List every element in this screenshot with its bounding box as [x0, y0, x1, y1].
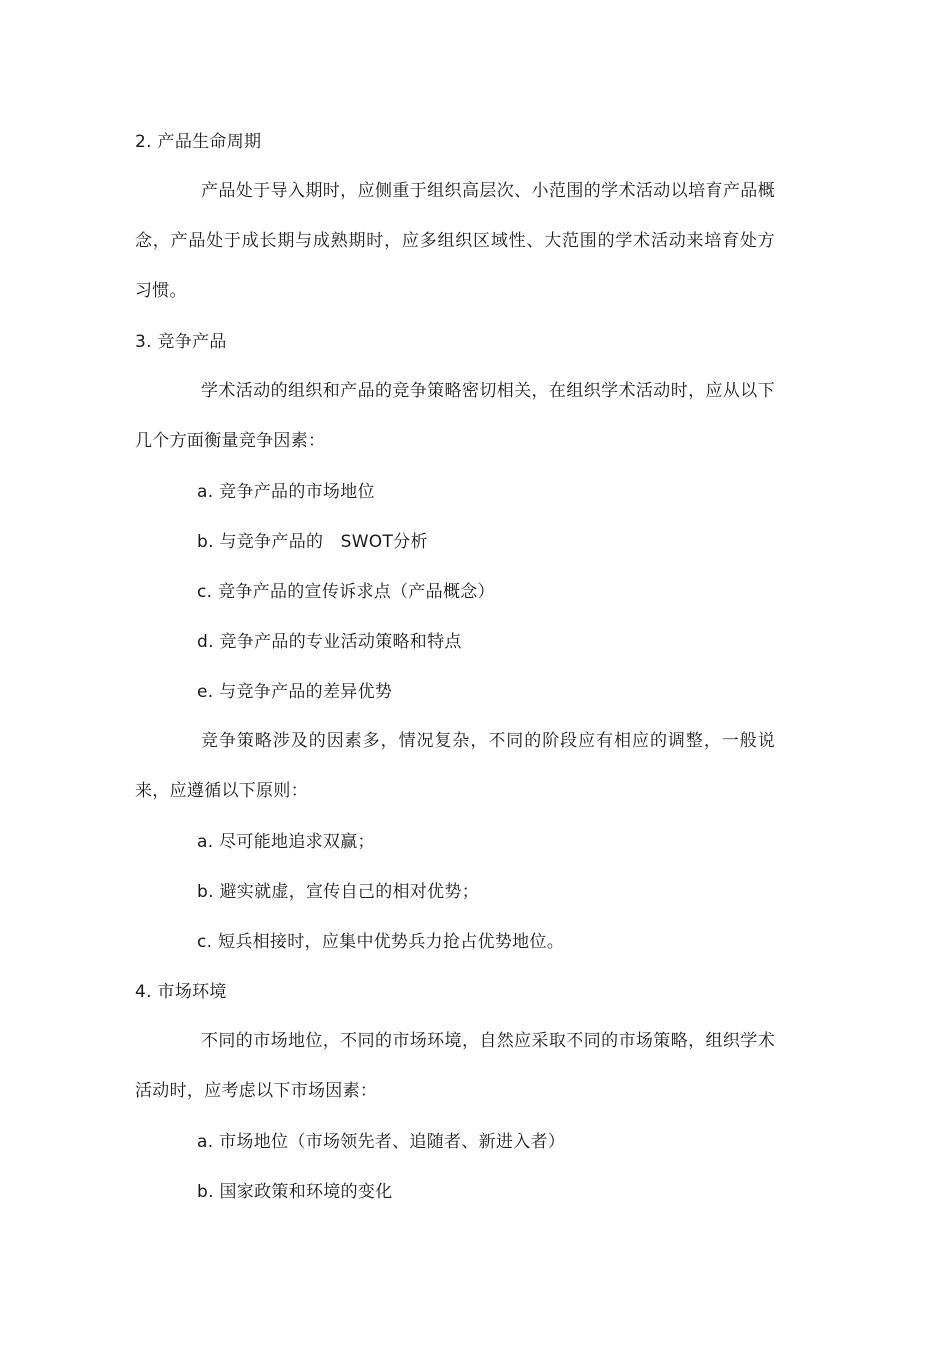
- paragraph: 产品处于导入期时，应侧重于组织高层次、小范围的学术活动以培育产品概念，产品处于成长期与成熟期时，应多组织区域性、大范围的学术活动来培育处方习惯。: [135, 181, 775, 301]
- list-item: a. 市场地位（市场领先者、追随者、新进入者）: [197, 1132, 566, 1152]
- section-heading: 3. 竞争产品: [135, 332, 227, 352]
- list-item: c. 短兵相接时，应集中优势兵力抢占优势地位。: [197, 932, 565, 952]
- list-item: c. 竞争产品的宣传诉求点（产品概念）: [197, 582, 495, 602]
- section-heading: 2. 产品生命周期: [135, 132, 262, 152]
- section-heading: 4. 市场环境: [135, 982, 227, 1002]
- list-item: e. 与竞争产品的差异优势: [197, 682, 393, 702]
- list-item: a. 尽可能地追求双赢；: [197, 832, 375, 852]
- paragraph: 学术活动的组织和产品的竞争策略密切相关，在组织学术活动时，应从以下几个方面衡量竞争因素：: [135, 381, 775, 451]
- list-item: b. 国家政策和环境的变化: [197, 1182, 393, 1202]
- list-item: b. 与竞争产品的 SWOT分析: [197, 532, 428, 552]
- list-item: b. 避实就虚，宣传自己的相对优势；: [197, 882, 479, 902]
- paragraph: 竞争策略涉及的因素多，情况复杂，不同的阶段应有相应的调整，一般说来，应遵循以下原则：: [135, 731, 775, 801]
- list-item: a. 竞争产品的市场地位: [197, 482, 375, 502]
- paragraph: 不同的市场地位，不同的市场环境，自然应采取不同的市场策略，组织学术活动时，应考虑以下市场因素：: [135, 1031, 775, 1101]
- list-item: d. 竞争产品的专业活动策略和特点: [197, 632, 462, 652]
